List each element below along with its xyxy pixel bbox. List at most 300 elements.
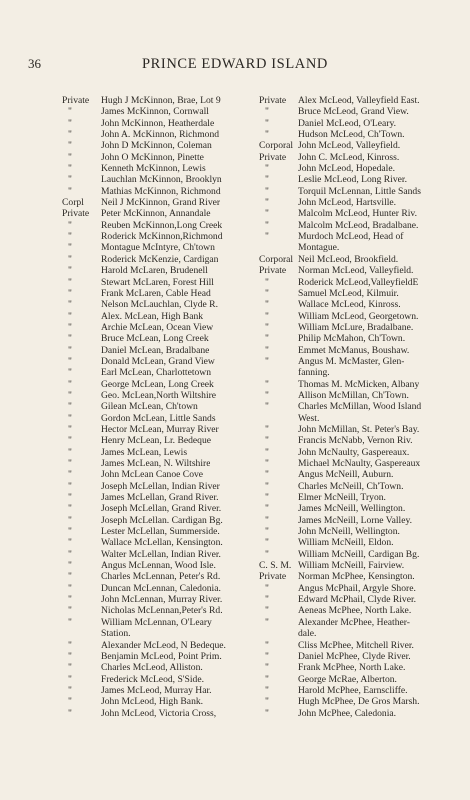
soldier-name-place: John McLean Canoe Cove: [101, 469, 204, 481]
roster-entry: [62, 549, 256, 560]
rank-prefix: ": [265, 616, 269, 628]
roster-entry: [259, 617, 459, 628]
rank-prefix: ": [265, 696, 269, 708]
rank-prefix: ": [265, 458, 269, 469]
roster-entry: [259, 299, 459, 310]
roster-entry: [62, 311, 256, 322]
roster-entry: [259, 265, 459, 276]
rank-prefix: ": [265, 684, 269, 696]
soldier-name-place: William McLure, Bradalbane.: [298, 321, 414, 333]
rank-prefix: ": [265, 639, 269, 651]
roster-entry: [259, 208, 459, 219]
soldier-name-place: Edward McPhail, Clyde River.: [298, 594, 417, 606]
roster-entry: [259, 152, 459, 163]
soldier-name-place: Bruce McLean, Long Creek: [101, 333, 209, 345]
soldier-name-place: Daniel McLean, Bradalbane: [101, 344, 210, 356]
soldier-name-place: Geo. McLean,North Wiltshire: [101, 389, 217, 401]
roster-entry: [259, 322, 459, 333]
rank-prefix: ": [265, 389, 269, 401]
roster-entry: [62, 651, 256, 662]
roster-entry: [62, 254, 256, 265]
rank-prefix: Corpl: [62, 197, 84, 209]
roster-entry: [62, 390, 256, 401]
rank-prefix: ": [265, 276, 269, 288]
roster-entry: [62, 413, 256, 424]
roster-entry: [259, 174, 459, 185]
rank-prefix: ": [265, 423, 269, 435]
roster-entry: [259, 277, 459, 288]
roster-entry: [259, 674, 459, 685]
roster-entry: [62, 277, 256, 288]
soldier-name-place: dale.: [298, 628, 317, 640]
soldier-name-place: John A. McKinnon, Richmond: [101, 129, 220, 141]
rank-prefix: ": [265, 129, 269, 141]
rank-prefix: Private: [259, 151, 287, 163]
soldier-name-place: Neil McLeod, Brookfield.: [298, 253, 399, 265]
soldier-name-place: Angus M. McMaster, Glen-: [298, 355, 405, 367]
rank-prefix: ": [68, 310, 72, 322]
soldier-name-place: Roderick McKinnon,Richmond: [101, 231, 223, 243]
rank-prefix: ": [265, 503, 269, 515]
rank-prefix: ": [68, 412, 72, 424]
roster-entry: [259, 356, 459, 367]
rank-prefix: ": [265, 321, 269, 333]
rank-prefix: ": [68, 537, 72, 549]
rank-prefix: ": [68, 560, 72, 572]
rank-prefix: ": [68, 514, 72, 526]
rank-prefix: [259, 242, 298, 253]
roster-entry: [259, 197, 459, 208]
rank-prefix: ": [68, 231, 72, 243]
rank-prefix: ": [68, 344, 72, 356]
roster-entry: [62, 481, 256, 492]
soldier-name-place: William McNeill, Cardigan Bg.: [298, 548, 420, 560]
rank-prefix: [62, 628, 101, 639]
roster-entry: [259, 129, 459, 140]
roster-entry: [62, 401, 256, 412]
roster-entry: [62, 492, 256, 503]
soldier-name-place: Nelson McLauchlan, Clyde R.: [101, 299, 218, 311]
soldier-name-place: Charles McLennan, Peter's Rd.: [101, 571, 221, 583]
rank-prefix: ": [265, 650, 269, 662]
rank-prefix: ": [265, 435, 269, 447]
roster-entry: [62, 197, 256, 208]
rank-prefix: ": [68, 333, 72, 345]
soldier-name-place: Wallace McLeod, Kinross.: [298, 299, 401, 311]
rank-prefix: ": [68, 650, 72, 662]
soldier-name-place: John McKinnon, Heatherdale: [101, 117, 215, 129]
rank-prefix: ": [68, 321, 72, 333]
soldier-name-place: John C. McLeod, Kinross.: [298, 151, 400, 163]
soldier-name-place: West.: [298, 412, 320, 424]
roster-entry: [62, 594, 256, 605]
roster-entry: [259, 118, 459, 129]
soldier-name-place: John McLeod, Hopedale.: [298, 163, 395, 175]
rank-prefix: Private: [259, 95, 287, 106]
rank-prefix: ": [265, 537, 269, 549]
soldier-name-place: Benjamin McLeod, Point Prim.: [101, 650, 222, 662]
rank-prefix: ": [68, 174, 72, 186]
roster-entry: [62, 696, 256, 707]
soldier-name-place: Lauchlan McKinnon, Brooklyn: [101, 174, 222, 186]
roster-entry: [62, 174, 256, 185]
roster-entry: [62, 379, 256, 390]
roster-entry: [259, 708, 459, 719]
roster-entry: [259, 526, 459, 537]
rank-prefix: ": [265, 662, 269, 674]
soldier-name-place: Stewart McLaren, Forest Hill: [101, 276, 214, 288]
roster-entry: [259, 345, 459, 356]
rank-prefix: ": [265, 707, 269, 719]
soldier-name-place: Torquil McLennan, Little Sands: [298, 185, 421, 197]
soldier-name-place: Samuel McLeod, Kilmuir.: [298, 287, 399, 299]
soldier-name-place: James McLean, Lewis: [101, 446, 188, 458]
roster-entry: [62, 685, 256, 696]
rank-prefix: ": [68, 163, 72, 175]
rank-prefix: ": [265, 355, 269, 367]
right-column-roster: [259, 95, 459, 719]
soldier-name-place: Leslie McLeod, Long River.: [298, 174, 407, 186]
roster-entry: [62, 560, 256, 571]
rank-prefix: C. S. M.: [259, 560, 292, 572]
rank-prefix: ": [68, 401, 72, 413]
soldier-name-place: Bruce McLeod, Grand View.: [298, 106, 409, 118]
roster-entry: [62, 152, 256, 163]
soldier-name-place: John McLeod, Hartsville.: [298, 197, 397, 209]
rank-prefix: [259, 628, 298, 639]
rank-prefix: ": [68, 106, 72, 118]
soldier-name-place: Montague McIntyre, Ch'town: [101, 242, 215, 254]
rank-prefix: ": [68, 253, 72, 265]
soldier-name-place: Hugh McPhee, De Gros Marsh.: [298, 696, 420, 708]
soldier-name-place: John McLennan, Murray River.: [101, 594, 223, 606]
roster-entry: [259, 390, 459, 401]
soldier-name-place: Nicholas McLennan,Peter's Rd.: [101, 605, 223, 617]
soldier-name-place: Daniel McLeod, O'Leary.: [298, 117, 397, 129]
roster-entry: [259, 424, 459, 435]
roster-entry: [259, 640, 459, 651]
roster-entry: [62, 140, 256, 151]
soldier-name-place: Lester McLellan, Summerside.: [101, 526, 220, 538]
soldier-name-place: Alex McLeod, Valleyfield East.: [298, 95, 420, 106]
rank-prefix: ": [265, 333, 269, 345]
rank-prefix: ": [265, 219, 269, 231]
rank-prefix: ": [265, 117, 269, 129]
soldier-name-place: Joseph McLellan, Grand River.: [101, 503, 222, 515]
rank-prefix: ": [265, 401, 269, 413]
rank-prefix: Private: [62, 208, 90, 220]
soldier-name-place: Neil J McKinnon, Grand River: [101, 197, 221, 209]
soldier-name-place: Wallace McLellan, Kensington.: [101, 537, 223, 549]
rank-prefix: ": [265, 174, 269, 186]
soldier-name-place: Alexander McLeod, N Bedeque.: [101, 639, 226, 651]
roster-entry: [259, 288, 459, 299]
soldier-name-place: Gordon McLean, Little Sands: [101, 412, 216, 424]
soldier-name-place: Charles McMillan, Wood Island: [298, 401, 422, 413]
soldier-name-place: John McLeod, Victoria Cross,: [101, 707, 217, 719]
soldier-name-place: Angus McLennan, Wood Isle.: [101, 560, 216, 572]
soldier-name-place: Donald McLean, Grand View: [101, 355, 215, 367]
soldier-name-place: Hector McLean, Murray River: [101, 423, 219, 435]
rank-prefix: ": [68, 492, 72, 504]
rank-prefix: ": [265, 106, 269, 118]
page-number: 36: [28, 56, 41, 71]
roster-entry: [259, 95, 459, 106]
roster-entry: [62, 95, 256, 106]
rank-prefix: ": [265, 197, 269, 209]
rank-prefix: ": [265, 310, 269, 322]
soldier-name-place: Montague.: [298, 242, 340, 254]
roster-entry: [62, 526, 256, 537]
soldier-name-place: Mathias McKinnon, Richmond: [101, 185, 221, 197]
soldier-name-place: Alexander McPhee, Heather-: [298, 616, 410, 628]
roster-entry: [62, 265, 256, 276]
rank-prefix: ": [68, 526, 72, 538]
roster-entry: [259, 662, 459, 673]
rank-prefix: ": [68, 355, 72, 367]
rank-prefix: ": [265, 231, 269, 243]
roster-entry: [259, 560, 459, 571]
soldier-name-place: Harold McPhee, Earnscliffe.: [298, 684, 408, 696]
rank-prefix: ": [68, 219, 72, 231]
roster-entry: [259, 628, 459, 639]
rank-prefix: ": [265, 446, 269, 458]
soldier-name-place: Roderick McLeod,ValleyfieldE: [298, 276, 419, 288]
rank-prefix: ": [68, 480, 72, 492]
rank-prefix: ": [265, 299, 269, 311]
roster-entry: [62, 163, 256, 174]
rank-prefix: [259, 413, 298, 424]
roster-entry: [62, 571, 256, 582]
rank-prefix: ": [265, 208, 269, 220]
soldier-name-place: Frank McPhee, North Lake.: [298, 662, 406, 674]
rank-prefix: ": [68, 367, 72, 379]
rank-prefix: ": [68, 423, 72, 435]
roster-entry: [62, 674, 256, 685]
soldier-name-place: John McNaulty, Gaspereaux.: [298, 446, 410, 458]
soldier-name-place: William McNeill, Eldon.: [298, 537, 394, 549]
rank-prefix: ": [68, 616, 72, 628]
soldier-name-place: Murdoch McLeod, Head of: [298, 231, 404, 243]
roster-entry: [62, 186, 256, 197]
soldier-name-place: Duncan McLennan, Caledonia.: [101, 582, 221, 594]
roster-entry: [62, 662, 256, 673]
rank-prefix: ": [265, 605, 269, 617]
rank-prefix: ": [68, 129, 72, 141]
soldier-name-place: Hudson McLeod, Ch'Town.: [298, 129, 405, 141]
roster-entry: [259, 492, 459, 503]
roster-entry: [62, 605, 256, 616]
rank-prefix: ": [68, 469, 72, 481]
soldier-name-place: John McLeod, High Bank.: [101, 696, 204, 708]
soldier-name-place: Philip McMahon, Ch'Town.: [298, 333, 406, 345]
rank-prefix: ": [68, 696, 72, 708]
roster-entry: [62, 469, 256, 480]
rank-prefix: ": [68, 435, 72, 447]
rank-prefix: ": [265, 378, 269, 390]
roster-entry: [259, 447, 459, 458]
roster-entry: [62, 231, 256, 242]
soldier-name-place: James McNeill, Wellington.: [298, 503, 406, 515]
soldier-name-place: Joseph McLellan. Cardigan Bg.: [101, 514, 223, 526]
soldier-name-place: Michael McNaulty, Gaspereaux: [298, 458, 421, 469]
rank-prefix: ": [68, 594, 72, 606]
soldier-name-place: James McLeod, Murray Har.: [101, 684, 212, 696]
roster-entry: [259, 571, 459, 582]
roster-entry: [259, 549, 459, 560]
rank-prefix: ": [265, 287, 269, 299]
soldier-name-place: James McKinnon, Cornwall: [101, 106, 209, 118]
roster-entry: [62, 118, 256, 129]
roster-entry: [259, 231, 459, 242]
rank-prefix: ": [68, 605, 72, 617]
soldier-name-place: Cliss McPhee, Mitchell River.: [298, 639, 414, 651]
soldier-name-place: Joseph McLellan, Indian River: [101, 480, 220, 492]
soldier-name-place: Norman McLeod, Valleyfield.: [298, 265, 414, 277]
roster-entry: [259, 163, 459, 174]
page-header: [28, 56, 442, 74]
soldier-name-place: Charles McLeod, Alliston.: [101, 662, 203, 674]
soldier-name-place: James McLean, N. Wiltshire: [101, 458, 211, 469]
rank-prefix: ": [68, 140, 72, 152]
soldier-name-place: Peter McKinnon, Annandale: [101, 208, 211, 220]
soldier-name-place: John McMillan, St. Peter's Bay.: [298, 423, 420, 435]
rank-prefix: ": [68, 503, 72, 515]
rank-prefix: Corporal: [259, 140, 294, 152]
roster-entry: [62, 503, 256, 514]
rank-prefix: ": [68, 571, 72, 583]
roster-entry: [259, 186, 459, 197]
soldier-name-place: Aeneas McPhee, North Lake.: [298, 605, 412, 617]
soldier-name-place: William McLeod, Georgetown.: [298, 310, 419, 322]
rank-prefix: ": [68, 389, 72, 401]
left-column-roster: [62, 95, 256, 719]
roster-entry: [259, 583, 459, 594]
roster-entry: [62, 617, 256, 628]
soldier-name-place: John McPhee, Caledonia.: [298, 707, 397, 719]
rank-prefix: ": [68, 265, 72, 277]
roster-entry: [62, 424, 256, 435]
rank-prefix: ": [68, 276, 72, 288]
soldier-name-place: Malcolm McLeod, Bradalbane.: [298, 219, 419, 231]
rank-prefix: ": [265, 480, 269, 492]
roster-entry: [62, 242, 256, 253]
rank-prefix: ": [68, 378, 72, 390]
rank-prefix: ": [265, 469, 269, 481]
roster-entry: [62, 288, 256, 299]
rank-prefix: Corporal: [259, 253, 294, 265]
roster-entry: [259, 401, 459, 412]
roster-entry: [62, 208, 256, 219]
soldier-name-place: Gilean McLean, Ch'town: [101, 401, 198, 413]
soldier-name-place: George McLean, Long Creek: [101, 378, 214, 390]
roster-entry: [259, 379, 459, 390]
soldier-name-place: George McRae, Alberton.: [298, 673, 397, 685]
roster-entry: [259, 481, 459, 492]
rank-prefix: ": [68, 548, 72, 560]
roster-entry: [62, 333, 256, 344]
soldier-name-place: William McNeill, Fairview.: [298, 560, 405, 572]
roster-entry: [259, 696, 459, 707]
rank-prefix: ": [68, 458, 72, 469]
rank-prefix: Private: [259, 571, 287, 583]
soldier-name-place: Frank McLaren, Cable Head: [101, 287, 211, 299]
soldier-name-place: John McNeill, Wellington.: [298, 526, 400, 538]
roster-entry: [62, 708, 256, 719]
rank-prefix: [259, 367, 298, 378]
soldier-name-place: William McLennan, O'Leary: [101, 616, 212, 628]
rank-prefix: ": [265, 526, 269, 538]
roster-entry: [259, 367, 459, 378]
roster-entry: [62, 458, 256, 469]
roster-entry: [259, 458, 459, 469]
soldier-name-place: Roderick McKenzie, Cardigan: [101, 253, 219, 265]
rank-prefix: ": [68, 151, 72, 163]
roster-entry: [259, 651, 459, 662]
roster-entry: [62, 537, 256, 548]
soldier-name-place: Daniel McPhee, Clyde River.: [298, 650, 411, 662]
rank-prefix: ": [265, 673, 269, 685]
roster-entry: [62, 628, 256, 639]
roster-entry: [259, 311, 459, 322]
roster-entry: [62, 640, 256, 651]
soldier-name-place: Allison McMillan, Ch'Town.: [298, 389, 409, 401]
soldier-name-place: James McNeill, Lorne Valley.: [298, 514, 413, 526]
soldier-name-place: Emmet McManus, Boushaw.: [298, 344, 410, 356]
roster-entry: [62, 356, 256, 367]
rank-prefix: Private: [62, 95, 90, 106]
roster-entry: [62, 583, 256, 594]
rank-prefix: ": [68, 639, 72, 651]
roster-entry: [259, 515, 459, 526]
roster-entry: [259, 254, 459, 265]
roster-entry: [62, 106, 256, 117]
roster-entry: [62, 345, 256, 356]
rank-prefix: ": [265, 594, 269, 606]
soldier-name-place: Francis McNabb, Vernon Riv.: [298, 435, 413, 447]
soldier-name-place: Earl McLean, Charlottetown: [101, 367, 212, 379]
roster-entry: [259, 220, 459, 231]
rank-prefix: ": [68, 662, 72, 674]
rank-prefix: ": [265, 492, 269, 504]
roster-entry: [259, 413, 459, 424]
roster-entry: [62, 322, 256, 333]
roster-entry: [259, 605, 459, 616]
roster-entry: [259, 594, 459, 605]
roster-entry: [62, 435, 256, 446]
rank-prefix: ": [265, 582, 269, 594]
soldier-name-place: Reuben McKinnon,Long Creek: [101, 219, 223, 231]
rank-prefix: ": [68, 707, 72, 719]
roster-entry: [259, 469, 459, 480]
rank-prefix: ": [68, 117, 72, 129]
rank-prefix: ": [265, 163, 269, 175]
rank-prefix: ": [68, 242, 72, 254]
soldier-name-place: Station.: [101, 628, 131, 640]
roster-entry: [259, 435, 459, 446]
soldier-name-place: fanning.: [298, 367, 330, 379]
rank-prefix: ": [265, 548, 269, 560]
rank-prefix: ": [68, 287, 72, 299]
roster-entry: [259, 242, 459, 253]
soldier-name-place: Charles McNeill, Ch'Town.: [298, 480, 404, 492]
rank-prefix: ": [68, 185, 72, 197]
soldier-name-place: Thomas M. McMicken, Albany: [298, 378, 420, 390]
soldier-name-place: Norman McPhee, Kensington.: [298, 571, 415, 583]
roster-entry: [62, 129, 256, 140]
soldier-name-place: James McLellan, Grand River.: [101, 492, 219, 504]
roster-entry: [62, 515, 256, 526]
